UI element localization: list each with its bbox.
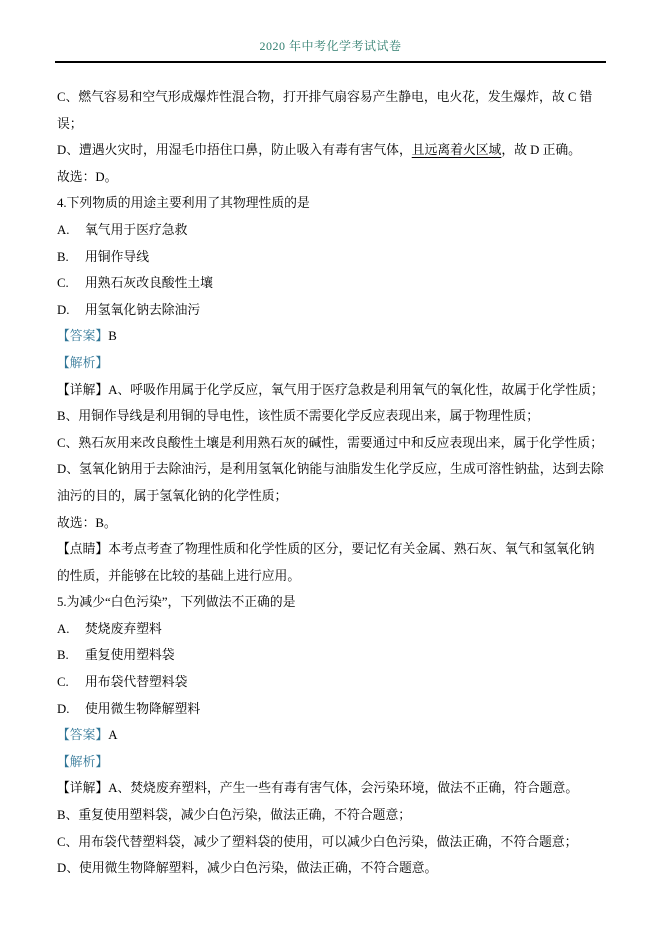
option-letter: A. <box>57 222 70 237</box>
answer-line <box>57 722 605 749</box>
analysis-marker: 【解析】 <box>57 754 109 769</box>
tip-line: 【点睛】本考点考查了物理性质和化学性质的区分，要记忆有关金属、熟石灰、氧气和氢氧化钠的性质，并能够在比较的基础上进行应用。 <box>57 542 595 583</box>
option-text: 用布袋代替塑料袋 <box>85 675 188 690</box>
analysis-line <box>57 350 605 377</box>
option-row <box>57 217 605 244</box>
detail-line: B、重复使用塑料袋，减少白色污染，做法正确，不符合题意； <box>57 808 412 823</box>
answer-marker: 【答案】 <box>57 329 109 344</box>
option-row <box>57 642 605 669</box>
document-content <box>0 63 661 882</box>
option-letter: C. <box>57 276 69 291</box>
analysis-marker: 【解析】 <box>57 355 109 370</box>
question-stem: 5.为减少“白色污染”，下列做法不正确的是 <box>57 595 296 610</box>
answer-value: A <box>108 728 118 743</box>
option-letter: D. <box>57 302 70 317</box>
option-row <box>57 244 605 271</box>
option-row <box>57 616 605 643</box>
detail-line: 【详解】A、焚烧废弃塑料，产生一些有毒有害气体，会污染环境，做法不正确，符合题意。 <box>57 781 579 796</box>
option-letter: C. <box>57 675 69 690</box>
option-row <box>57 696 605 723</box>
answer-line <box>57 323 605 350</box>
option-row <box>57 669 605 696</box>
underlined-phrase: 且远离着火区域 <box>411 143 502 158</box>
explanation-text: ，故 D 正确。 <box>501 143 581 158</box>
conclusion-line: 故选：B。 <box>57 515 117 530</box>
detail-line: D、使用微生物降解塑料，减少白色污染，做法正确，不符合题意。 <box>57 861 438 876</box>
option-row <box>57 297 605 324</box>
option-text: 氧气用于医疗急救 <box>85 222 188 237</box>
analysis-line <box>57 749 605 776</box>
option-letter: B. <box>57 249 69 264</box>
detail-line: C、熟石灰用来改良酸性土壤是利用熟石灰的碱性，需要通过中和反应表现出来，属于化学性质； <box>57 435 604 450</box>
explanation-text: D、遭遇火灾时，用湿毛巾捂住口鼻，防止吸入有毒有害气体， <box>57 143 412 158</box>
option-letter: B. <box>57 648 69 663</box>
option-letter: A. <box>57 621 70 636</box>
detail-line: D、氢氧化钠用于去除油污，是利用氢氧化钠能与油脂发生化学反应，生成可溶性钠盐，达到去除油污的目的，属于氢氧化钠的化学性质； <box>57 462 604 503</box>
detail-line: B、用铜作导线是利用铜的导电性，该性质不需要化学反应表现出来，属于物理性质； <box>57 409 540 424</box>
explanation-line: C、燃气容易和空气形成爆炸性混合物，打开排气扇容易产生静电，电火花，发生爆炸，故 C 错误； <box>57 90 593 131</box>
answer-marker: 【答案】 <box>57 728 109 743</box>
option-text: 焚烧废弃塑料 <box>85 621 162 636</box>
detail-line: C、用布袋代替塑料袋，减少了塑料袋的使用，可以减少白色污染，做法正确，不符合题意； <box>57 834 578 849</box>
option-text: 用氢氧化钠去除油污 <box>85 302 201 317</box>
option-text: 使用微生物降解塑料 <box>85 701 201 716</box>
option-text: 重复使用塑料袋 <box>85 648 175 663</box>
option-row <box>57 270 605 297</box>
page-title: 2020 年中考化学考试试卷 <box>259 39 402 53</box>
option-text: 用铜作导线 <box>85 249 149 264</box>
question-stem: 4.下列物质的用途主要利用了其物理性质的是 <box>57 196 310 211</box>
conclusion-line: 故选：D。 <box>57 169 118 184</box>
option-text: 用熟石灰改良酸性土壤 <box>85 276 213 291</box>
answer-value: B <box>108 329 117 344</box>
detail-line: 【详解】A、呼吸作用属于化学反应，氧气用于医疗急救是利用氧气的氧化性，故属于化学性质； <box>57 382 604 397</box>
option-letter: D. <box>57 701 70 716</box>
explanation-line <box>57 137 605 164</box>
